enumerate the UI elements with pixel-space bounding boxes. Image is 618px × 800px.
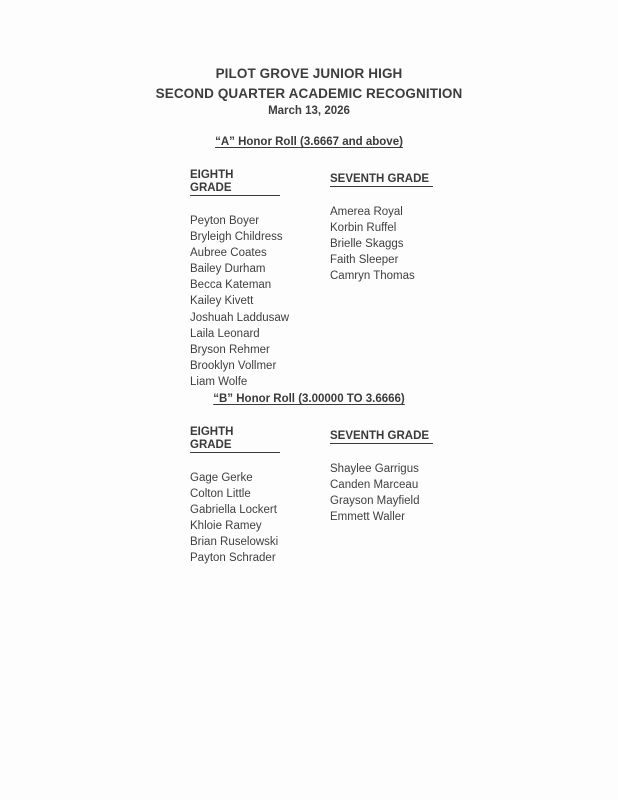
student-name: Becca Kateman <box>190 279 272 292</box>
student-name: Camryn Thomas <box>330 270 415 283</box>
student-name: Emmett Waller <box>330 511 405 524</box>
grade-heading: EIGHTH GRADE <box>190 169 280 196</box>
school-name: PILOT GROVE JUNIOR HIGH <box>215 66 403 81</box>
student-name: Grayson Mayfield <box>330 495 420 508</box>
grade-heading: EIGHTH GRADE <box>190 426 280 453</box>
student-list <box>190 213 320 390</box>
student-name: Korbin Ruffel <box>330 222 397 235</box>
a-honor-roll-title-text: “A” Honor Roll (3.6667 and above) <box>215 136 403 148</box>
a-honor-roll-seventh-grade <box>330 169 460 284</box>
student-name: Laila Leonard <box>190 327 260 340</box>
grade-heading: SEVENTH GRADE <box>330 173 433 187</box>
student-name: Bailey Durham <box>190 263 266 276</box>
student-name: Liam Wolfe <box>190 375 248 388</box>
document-date: March 13, 2026 <box>268 105 350 117</box>
student-name: Aubree Coates <box>190 247 267 260</box>
student-name: Brooklyn Vollmer <box>190 359 277 372</box>
student-list <box>330 461 460 525</box>
student-name: Canden Marceau <box>330 479 419 492</box>
student-name: Joshuah Laddusaw <box>190 311 290 324</box>
student-name: Khloie Ramey <box>190 520 262 533</box>
grade-heading: SEVENTH GRADE <box>330 430 433 444</box>
a-honor-roll-eighth-grade <box>190 169 320 390</box>
a-honor-roll-title <box>0 136 618 148</box>
student-name: Amerea Royal <box>330 206 403 218</box>
student-name: Bryson Rehmer <box>190 343 270 356</box>
student-name: Peyton Boyer <box>190 215 260 227</box>
student-name: Colton Little <box>190 488 251 501</box>
b-honor-roll-title <box>0 393 618 405</box>
student-name: Payton Schrader <box>190 552 276 565</box>
student-name: Brielle Skaggs <box>330 238 404 251</box>
student-name: Shaylee Garrigus <box>330 463 419 475</box>
document-title: SECOND QUARTER ACADEMIC RECOGNITION <box>155 86 463 101</box>
student-name: Bryleigh Childress <box>190 231 283 244</box>
student-list <box>330 204 460 284</box>
b-honor-roll-seventh-grade <box>330 426 460 525</box>
student-name: Faith Sleeper <box>330 254 399 267</box>
student-name: Kailey Kivett <box>190 295 254 308</box>
b-honor-roll-eighth-grade <box>190 426 320 567</box>
student-name: Brian Ruselowski <box>190 536 279 549</box>
student-name: Gage Gerke <box>190 472 253 484</box>
student-name: Gabriella Lockert <box>190 504 277 517</box>
student-list <box>190 470 320 567</box>
b-honor-roll-title-text: “B” Honor Roll (3.00000 TO 3.6666) <box>213 393 405 405</box>
